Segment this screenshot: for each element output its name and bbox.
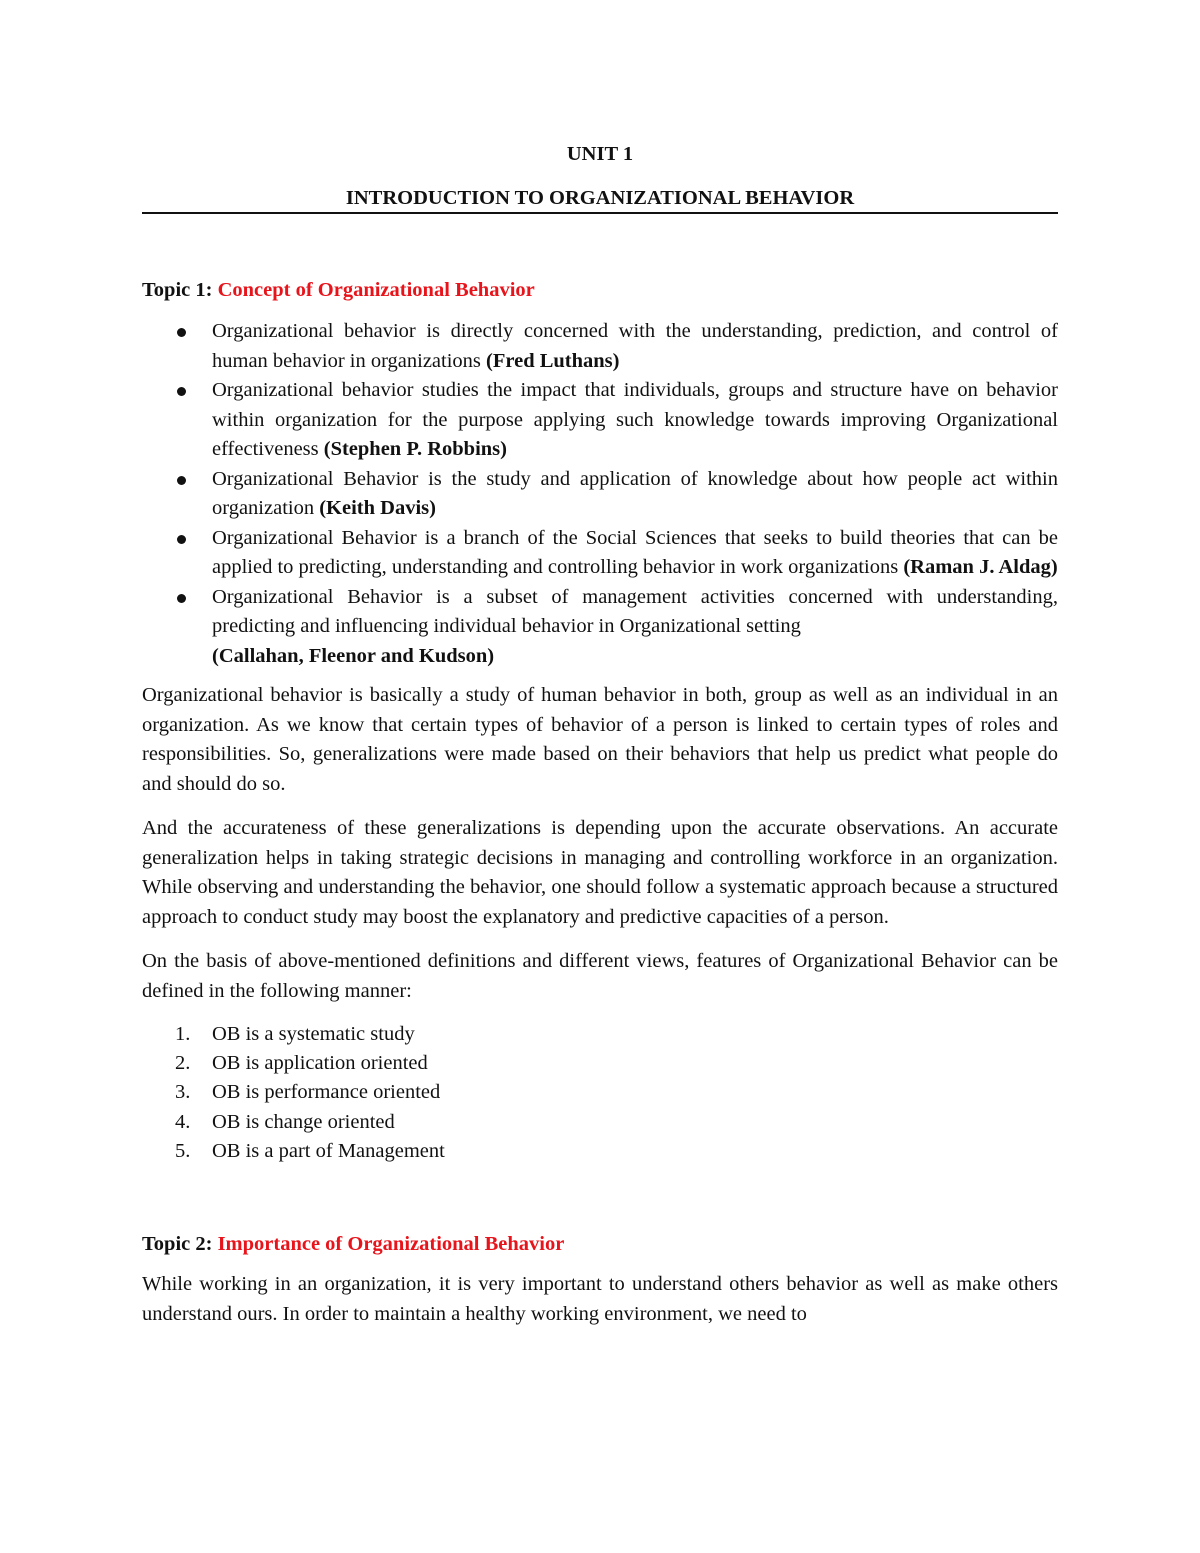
- feature-text: OB is a systematic study: [212, 1023, 415, 1045]
- bullet-icon: [177, 535, 186, 544]
- topic2-label: Topic 2:: [142, 1233, 213, 1256]
- definition-text: Organizational Behavior is a subset of management activities concerned with understanding, predicting and influencing individual behavior in Organizational setting: [212, 585, 1058, 637]
- definition-item: [142, 524, 1058, 583]
- feature-text: OB is change oriented: [212, 1110, 395, 1133]
- feature-item: [142, 1049, 1058, 1078]
- topic2-heading: [142, 1230, 1058, 1258]
- definition-author: (Keith Davis): [319, 497, 436, 519]
- topic1-label: Topic 1:: [142, 279, 213, 301]
- bullet-icon: [177, 476, 186, 485]
- feature-number: 4.: [175, 1110, 191, 1133]
- document-page: [142, 140, 1058, 1329]
- feature-item: [142, 1137, 1058, 1166]
- definition-text: Organizational behavior studies the impact that individuals, groups and structure have on behavior within organization for the purpose applying such knowledge towards improving Organizational effectiveness: [212, 379, 1058, 460]
- definition-list: [142, 317, 1058, 671]
- bullet-icon: [177, 328, 186, 337]
- definition-item: [142, 376, 1058, 465]
- feature-text: OB is a part of Management: [212, 1139, 445, 1162]
- definition-item: [142, 583, 1058, 672]
- definition-author: (Stephen P. Robbins): [323, 438, 507, 460]
- body-paragraph: While working in an organization, it is very important to understand others behavior as well as make others understand ours. In order to maintain a healthy working environment, we need to: [142, 1273, 1058, 1325]
- definition-item: [142, 317, 1058, 376]
- definition-author: (Fred Luthans): [486, 349, 620, 372]
- feature-number: 3.: [175, 1081, 191, 1104]
- feature-item: [142, 1078, 1058, 1107]
- feature-text: OB is application oriented: [212, 1052, 428, 1075]
- feature-number: 2.: [175, 1052, 191, 1075]
- body-paragraph: Organizational behavior is basically a study of human behavior in both, group as well as an individual in an organization. As we know that certain types of behavior of a person is linked to certain types of roles and responsibilities. So, generalizations were made based on their behaviors that help us predict what people do and should do so.: [142, 684, 1058, 795]
- definition-text: Organizational Behavior is the study and application of knowledge about how people act within organization: [212, 467, 1058, 519]
- bullet-icon: [177, 387, 186, 396]
- feature-item: [142, 1108, 1058, 1137]
- definition-author: (Raman J. Aldag): [903, 556, 1058, 578]
- body-paragraph: And the accurateness of these generalizations is depending upon the accurate observations. An accurate generalization helps in taking strategic decisions in managing and controlling workforce in an organization. While observing and understanding the behavior, one should follow a systematic approach because a structured approach to conduct study may boost the explanatory and predictive capacities of a person.: [142, 817, 1058, 928]
- topic1-heading: [142, 276, 1058, 304]
- topic1-title: Concept of Organizational Behavior: [217, 279, 535, 301]
- bullet-icon: [177, 594, 186, 603]
- feature-number: 5.: [175, 1139, 191, 1162]
- feature-item: [142, 1020, 1058, 1049]
- body-paragraph: On the basis of above-mentioned definitions and different views, features of Organizational Behavior can be defined in the following manner:: [142, 950, 1058, 1002]
- topic2-title: Importance of Organizational Behavior: [217, 1233, 565, 1256]
- feature-text: OB is performance oriented: [212, 1081, 441, 1104]
- features-list: [142, 1020, 1058, 1166]
- title-divider: [142, 212, 1058, 214]
- definition-text: Organizational Behavior is a branch of the Social Sciences that seeks to build theories that can be applied to predicting, understanding and controlling behavior in work organizations: [212, 526, 1058, 578]
- document-title: INTRODUCTION TO ORGANIZATIONAL BEHAVIOR: [345, 187, 855, 209]
- definition-text: Organizational behavior is directly concerned with the understanding, prediction, and control of human behavior in organizations: [212, 320, 1058, 372]
- definition-item: [142, 465, 1058, 524]
- definition-author: (Callahan, Fleenor and Kudson): [212, 644, 495, 667]
- feature-number: 1.: [175, 1023, 191, 1045]
- unit-title: UNIT 1: [566, 143, 634, 165]
